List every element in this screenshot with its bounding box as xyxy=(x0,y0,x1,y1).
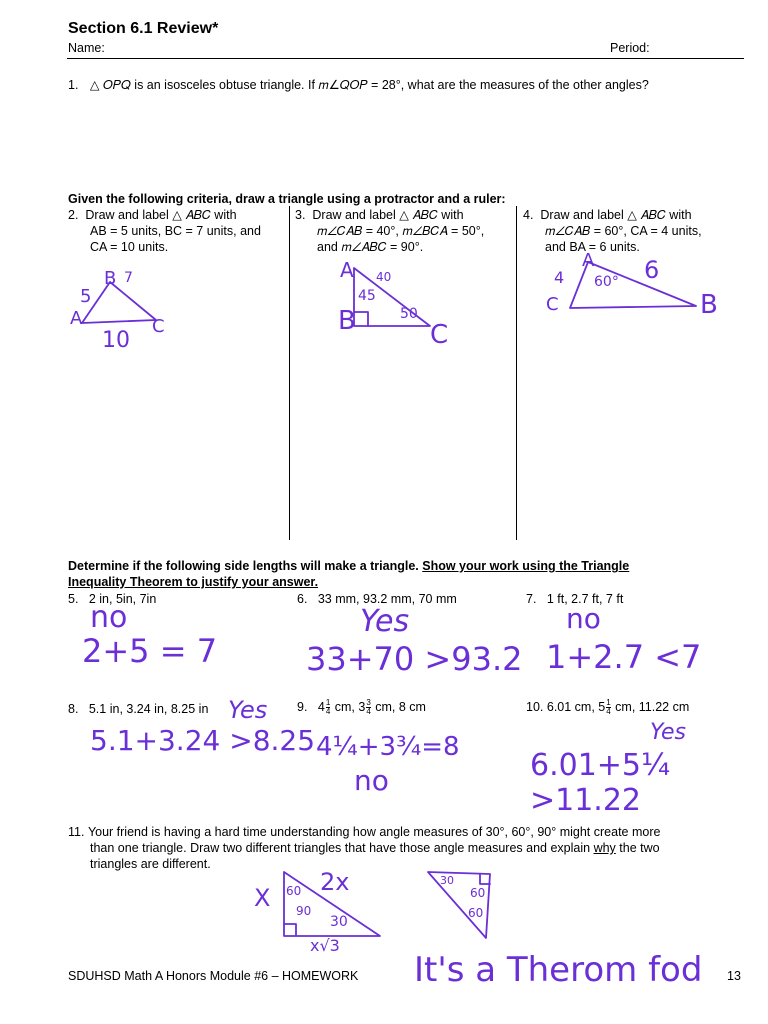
question-11 xyxy=(68,824,748,872)
draw-section-heading: Given the following criteria, draw a triangle using a protractor and a ruler: xyxy=(68,192,506,206)
q2-line1: Draw and label △ 𝐴𝐵𝐶 with xyxy=(85,208,237,222)
q5-text: 2 in, 5in, 7in xyxy=(88,592,157,606)
q10-text-b: cm, 11.22 cm xyxy=(611,700,690,714)
q10-hw-work: 6.01+5¼ >11.22 xyxy=(530,748,671,818)
q7-text: 1 ft, 2.7 ft, 7 ft xyxy=(546,592,624,606)
question-9 xyxy=(297,699,426,716)
q5-number: 5. xyxy=(68,592,79,606)
question-8 xyxy=(68,701,208,717)
q5-hw-answer: no xyxy=(90,600,128,635)
q10-text-a: 6.01 cm, 5 xyxy=(546,700,606,714)
q1-angle: 𝑚∠𝑄𝑂𝑃 = 28° xyxy=(318,78,401,92)
period-label: Period: xyxy=(610,41,650,55)
q2-line2: AB = 5 units, BC = 7 units, and xyxy=(90,224,261,238)
q4-hw-label-b: B xyxy=(700,290,718,320)
q7-hw-answer: no xyxy=(566,602,601,635)
q10-fraction xyxy=(606,699,610,716)
q10-den: 4 xyxy=(606,707,611,717)
q1-text-b: , what are the measures of the other angles? xyxy=(400,78,649,92)
q6-number: 6. xyxy=(297,592,308,606)
q11-hw-t2-angle-60b: 60 xyxy=(468,906,484,920)
q2-hw-side-a: 5 xyxy=(80,286,92,307)
q3-line3: and 𝑚∠𝐴𝐵𝐶 = 90°. xyxy=(317,240,424,254)
q11-line2-b: the two xyxy=(615,841,660,855)
q11-hw-angle-30: 30 xyxy=(330,914,348,930)
q9-den2: 4 xyxy=(366,707,371,717)
q7-number: 7. xyxy=(526,592,537,606)
ineq-heading-c: Inequality Theorem to justify your answer. xyxy=(68,575,319,589)
q11-line2-a: than one triangle. Draw two different triangles that have those angle measures and explain xyxy=(90,841,594,855)
q6-text: 33 mm, 93.2 mm, 70 mm xyxy=(317,592,457,606)
q3-hw-angle-50: 50 xyxy=(400,306,418,322)
q5-hw-work: 2+5 = 7 xyxy=(82,632,218,670)
q10-num: 1 xyxy=(606,698,611,708)
q4-hw-angle: 60° xyxy=(594,274,619,290)
q9-number: 9. xyxy=(297,700,308,714)
q10-number: 10. xyxy=(526,700,544,714)
q1-triangle: △ 𝑂𝑃𝑄 xyxy=(89,78,131,92)
name-label: Name: xyxy=(68,41,105,55)
q4-sketch-triangle xyxy=(560,252,700,322)
page-title: Section 6.1 Review* xyxy=(68,20,219,37)
q3-line1: Draw and label △ 𝐴𝐵𝐶 with xyxy=(312,208,464,222)
q8-hw-answer: Yes xyxy=(228,696,268,724)
q11-line2-why: why xyxy=(593,841,616,855)
q3-hw-label-c: C xyxy=(430,320,449,350)
q11-hw-explanation: It's a Therom fod xyxy=(414,950,703,990)
q8-hw-work: 5.1+3.24 >8.25 xyxy=(90,724,316,757)
q2-hw-label-c: C xyxy=(152,316,165,337)
q9-num2: 3 xyxy=(366,698,371,708)
q9-num1: 1 xyxy=(325,698,331,708)
q11-sketch-triangle-2 xyxy=(424,868,504,948)
q3-hw-angle-40: 40 xyxy=(376,270,392,284)
q2-hw-label-a: A xyxy=(70,308,83,329)
q10-hw-answer: Yes xyxy=(650,720,687,745)
q9-mid: cm, xyxy=(331,700,359,714)
q7-hw-work: 1+2.7 <7 xyxy=(546,638,702,676)
question-3 xyxy=(295,207,513,255)
header-rule xyxy=(67,58,744,59)
q2-hw-side-b: 7 xyxy=(124,270,133,286)
q11-line1: Your friend is having a hard time understanding how angle measures of 30°, 60°, 90° might create more xyxy=(87,825,661,839)
q1-number: 1. xyxy=(68,78,79,92)
q9-whole2: 3 xyxy=(358,700,366,714)
q9-whole1: 4 xyxy=(317,700,325,714)
q8-text: 5.1 in, 3.24 in, 8.25 in xyxy=(88,702,209,716)
q9-end: cm, 8 cm xyxy=(371,700,426,714)
q3-hw-label-a: A xyxy=(340,258,354,282)
q4-line1: Draw and label △ 𝐴𝐵𝐶 with xyxy=(540,208,692,222)
q2-hw-label-b: B xyxy=(104,268,117,289)
q3-hw-label-b: B xyxy=(338,306,356,336)
q11-hw-side-x-root3: x√3 xyxy=(310,936,340,955)
q11-hw-2x: 2x xyxy=(320,868,350,896)
q6-hw-work: 33+70 >93.2 xyxy=(306,640,523,678)
ineq-heading-b: Show your work using the Triangle xyxy=(422,559,630,573)
q4-line3: and BA = 6 units. xyxy=(545,240,640,254)
q9-den1: 4 xyxy=(325,707,331,717)
q2-line3: CA = 10 units. xyxy=(90,240,169,254)
q9-hw-work: 4¼+3¾=8 xyxy=(316,732,460,762)
q11-hw-t2-angle-60a: 60 xyxy=(470,886,486,900)
footer-course: SDUHSD Math A Honors Module #6 – HOMEWORK xyxy=(68,969,359,983)
q11-hw-x: X xyxy=(254,884,271,912)
q4-hw-label-c: C xyxy=(546,294,559,315)
ineq-heading-a: Determine if the following side lengths will make a triangle. xyxy=(68,559,423,573)
q6-hw-answer: Yes xyxy=(360,604,410,639)
q2-number: 2. xyxy=(68,208,79,222)
column-divider-1 xyxy=(289,206,290,540)
footer-page-number: 13 xyxy=(727,969,741,983)
inequality-section-heading xyxy=(68,558,748,590)
q1-text-a: is an isosceles obtuse triangle. If xyxy=(130,78,319,92)
column-divider-2 xyxy=(516,206,517,540)
q4-line2: 𝑚∠𝐶𝐴𝐵 = 60°, CA = 4 units, xyxy=(545,224,702,238)
q4-hw-side-6: 6 xyxy=(644,256,660,284)
q11-line3: triangles are different. xyxy=(90,857,211,871)
q8-number: 8. xyxy=(68,702,79,716)
question-10 xyxy=(526,699,689,716)
q3-hw-angle-45: 45 xyxy=(358,288,376,304)
q11-hw-angle-90: 90 xyxy=(296,904,312,918)
q9-hw-answer: no xyxy=(354,764,389,797)
q3-number: 3. xyxy=(295,208,306,222)
q9-fraction-1 xyxy=(326,699,330,716)
q4-number: 4. xyxy=(523,208,534,222)
q2-hw-side-c: 10 xyxy=(102,328,130,353)
question-1 xyxy=(68,77,649,93)
q11-number: 11. xyxy=(68,825,85,839)
q4-hw-label-a: A xyxy=(582,250,595,271)
q3-line2: 𝑚∠𝐶𝐴𝐵 = 40°, 𝑚∠𝐵𝐶𝐴 = 50°, xyxy=(317,224,485,238)
question-4 xyxy=(523,207,741,255)
question-2 xyxy=(68,207,286,255)
q11-hw-angle-60: 60 xyxy=(286,884,302,898)
q11-hw-t2-angle-30: 30 xyxy=(440,874,454,887)
q9-fraction-2 xyxy=(366,699,370,716)
q4-hw-side-4: 4 xyxy=(554,268,565,287)
